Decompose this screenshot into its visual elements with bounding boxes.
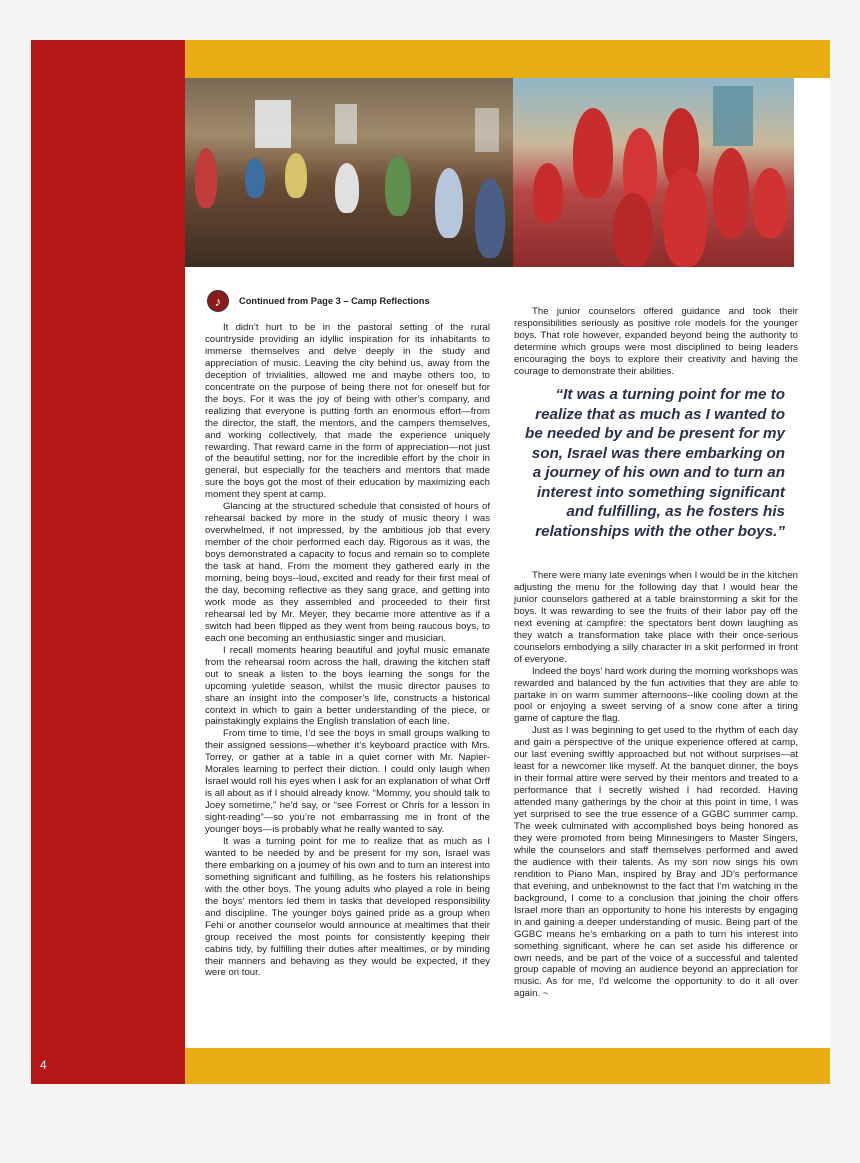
paragraph: Just as I was beginning to get used to the rhythm of each day and gain a perspective of the unique experience offered at camp, our last evening swiftly approached but not without surprises—at least for a newcomer like myself. At the banquet dinner, the boys in their formal attire were served by their mentors and treated to a performance that I secretly wished I had recorded. Having attended many gatherings by the choir at this point in time, I was yet surprised to see the true essence of a GGBC summer camp. The week culminated with accomplished boys being honored as they were promoted from being Minnesingers to Master Singers, while the counselors and staff themselves performed and awed the audience with their talents. As my son now sings his own rendition to Piano Man, inspired by Bray and JD’s performance that evening, and unbeknownst to the fact that I’m watching in the background, I come to a conclusion that joining the choir offers Israel more than an opportunity to hone his interests by engaging in and gaining a deeper understanding of music. Being part of the GGBC means he’s embarking on a path to turn his interest into something significant, where he can set aside his difference or own needs, and be part of the voice of a successful and talented group capable of moving an audience beyond an appreciation for music. As for me, I’d welcome the opportunity to do it all over again. ~ [514, 725, 798, 1000]
continued-header [207, 290, 430, 312]
bottom-gold-bar [185, 1048, 830, 1084]
left-red-band [31, 40, 185, 1084]
page-number: 4 [40, 1058, 47, 1072]
paragraph: From time to time, I’d see the boys in small groups walking to their assigned sessions—whether it’s keyboard practice with Mrs. Torrey, or gather at a table in a quiet corner with Mr. Napier-Morales learning to perfect their diction. I could only laugh when Israel would roll his eyes when I ask for an explanation of what Orff is all about as if I should already know. “Mommy, you should talk to Joey sometime,” he’d say, or “see Forrest or Chris for a lesson in sight-reading”—so you’re not embarrassing me in front of the younger boys—is probably what he really wanted to say. [205, 728, 490, 836]
pull-quote: “It was a turning point for me to realize that as much as I wanted to be needed by and be present for my son, Israel was there embarking on a journey of his own and to turn an interest into something significant and fulfilling, as he fosters his relationships with the other boys.” [525, 386, 785, 540]
paragraph: It didn’t hurt to be in the pastoral setting of the rural countryside providing an idyllic inspiration for its inhabitants to immerse themselves and delve deeply in the study and appreciation of music. Leaving the city behind us, away from the deception of trivialities, allowed me and maybe others too, to concentrate on the purpose of being there not for oneself but for the boys. For it was the joy of being with other’s company, and realizing that everyone is putting forth an enormous effort—from the director, the staff, the mentors, and the campers themselves, and working collectively, that made the experience uniquely rewarding. That reward came in the form of appreciation—not just of the beautiful setting, nor for the incredible effort by the choir in general, but especially for the teachers and mentors that made sure the boys got the most of their education by maximizing each moment they spent at camp. [205, 322, 490, 501]
paragraph: Glancing at the structured schedule that consisted of hours of rehearsal backed by more in the study of music theory I was overwhelmed, if not impressed, by the ambitious job that every member of the choir performed each day. Rigorous as it was, the boys demonstrated a capacity to focus and remain so to complete the task at hand. From the moment they gathered early in the morning, being boys--loud, excited and ready for their first meal of the day, becoming reflective as they sang grace, and getting into work mode as they assembled and proceeded to their first rehearsal led by Mr. Meyer, they became more attentive as if a switch had been flipped as they went from being raucous boys, to each one becoming an enthusiastic singer and musician. [205, 501, 490, 644]
continued-label: Continued from Page 3 – Camp Reflections [239, 296, 430, 306]
paragraph: It was a turning point for me to realize that as much as I wanted to be needed by and be present for my son, Israel was there embarking on a journey of his own and to turn an interest into something significant and fulfilling, as he fosters his relationships with the other boys. The young adults who played a role in being the boys’ mentors led them in tasks that developed responsibility and discipline. The younger boys gained pride as a group when Fehi or another counselor would announce at mealtimes that their group received the most points for consistently keeping their cabins tidy, by fulfilling their duties after mealtimes, or by minding their manners and behaving as they would be expected, if they were on tour. [205, 835, 490, 979]
rehearsal-room-photo [185, 78, 513, 267]
article-right-column-top [514, 306, 798, 378]
music-note-icon: ♪ [207, 290, 229, 312]
campers-outdoor-photo [513, 78, 794, 267]
article-left-column [205, 322, 490, 979]
photo-strip [185, 78, 794, 267]
paragraph: I recall moments hearing beautiful and joyful music emanate from the rehearsal room across the hall, drawing the kitchen staff out to sneak a listen to the boys learning the songs for the upcoming yuletide season, whilst the music director pauses to share an insight into the composer’s life, constructs a historical context in which to gain a better understanding of the piece, or painstakingly explains the English translation of each line. [205, 644, 490, 728]
paragraph: There were many late evenings when I would be in the kitchen adjusting the menu for the following day that I would hear the junior counselors gathered at a table brainstorming a skit for the boys. It was rewarding to see the fruits of their labor pay off the next evening at campfire: the spectators bent down laughing as they watch a transformation take place with their once-serious counselors embodying a silly character in a skit performed in front of everyone. [514, 570, 798, 665]
top-gold-bar [185, 40, 830, 78]
article-right-column-bottom [514, 570, 798, 1000]
paragraph: Indeed the boys’ hard work during the morning workshops was rewarded and balanced by the fun activities that they are able to partake in on warm summer afternoons--like cooling down at the pool or enjoying a sweet serving of a snow cone after a tiring game of capture the flag. [514, 665, 798, 725]
paragraph: The junior counselors offered guidance and took their responsibilities seriously as positive role models for the younger boys. That role however, expanded beyond being the authority to determine which groups were most disciplined to being leaders encouraging the boys to explore their creativity and having the courage to demonstrate their abilities. [514, 306, 798, 377]
